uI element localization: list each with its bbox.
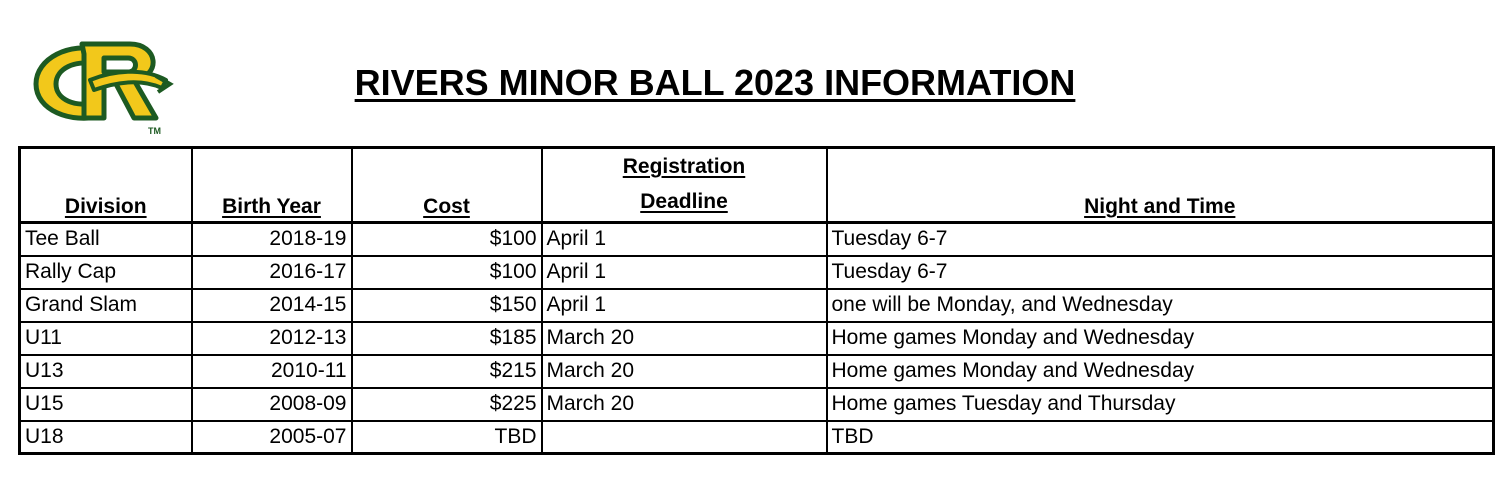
column-header-cost: Cost [352, 148, 542, 223]
cell-division: U15 [20, 388, 192, 421]
column-header-birth-year: Birth Year [192, 148, 352, 223]
cell-division: U11 [20, 322, 192, 355]
table-row [20, 223, 1494, 256]
table-row [20, 289, 1494, 322]
table-row [20, 421, 1494, 454]
column-header-registration-line2: Deadline [640, 190, 728, 213]
column-header-night-and-time: Night and Time [827, 148, 1494, 223]
cell-birth-year: 2005-07 [192, 421, 352, 454]
cell-birth-year: 2014-15 [192, 289, 352, 322]
table-row [20, 322, 1494, 355]
column-header-registration-deadline [542, 148, 827, 223]
cell-division: U13 [20, 355, 192, 388]
cell-night-time: Home games Monday and Wednesday [827, 322, 1494, 355]
cell-deadline: April 1 [542, 256, 827, 289]
column-header-division: Division [20, 148, 192, 223]
cell-cost: $150 [352, 289, 542, 322]
cell-night-time: Home games Tuesday and Thursday [827, 388, 1494, 421]
cell-deadline: March 20 [542, 388, 827, 421]
info-table [18, 146, 1495, 455]
cell-division: Grand Slam [20, 289, 192, 322]
cell-night-time: Tuesday 6-7 [827, 256, 1494, 289]
cell-birth-year: 2016-17 [192, 256, 352, 289]
cell-deadline [542, 421, 827, 454]
table-row [20, 355, 1494, 388]
cell-deadline: April 1 [542, 223, 827, 256]
trademark-mark: TM [148, 126, 161, 136]
table-row [20, 388, 1494, 421]
column-header-registration-line1: Registration [622, 155, 746, 178]
cell-cost: $185 [352, 322, 542, 355]
cell-cost: $100 [352, 223, 542, 256]
cell-birth-year: 2012-13 [192, 322, 352, 355]
cell-cost: TBD [352, 421, 542, 454]
cell-cost: $100 [352, 256, 542, 289]
cell-division: U18 [20, 421, 192, 454]
cell-deadline: April 1 [542, 289, 827, 322]
cell-night-time: Home games Monday and Wednesday [827, 355, 1494, 388]
cell-division: Rally Cap [20, 256, 192, 289]
cell-division: Tee Ball [20, 223, 192, 256]
cell-deadline: March 20 [542, 355, 827, 388]
table-header-row [20, 148, 1494, 223]
page-title: RIVERS MINOR BALL 2023 INFORMATION [354, 62, 1076, 103]
cell-cost: $225 [352, 388, 542, 421]
cell-birth-year: 2008-09 [192, 388, 352, 421]
cell-birth-year: 2010-11 [192, 355, 352, 388]
cell-deadline: March 20 [542, 322, 827, 355]
cell-birth-year: 2018-19 [192, 223, 352, 256]
cell-cost: $215 [352, 355, 542, 388]
cell-night-time: one will be Monday, and Wednesday [827, 289, 1494, 322]
table-row [20, 256, 1494, 289]
cell-night-time: Tuesday 6-7 [827, 223, 1494, 256]
cell-night-time: TBD [827, 421, 1494, 454]
